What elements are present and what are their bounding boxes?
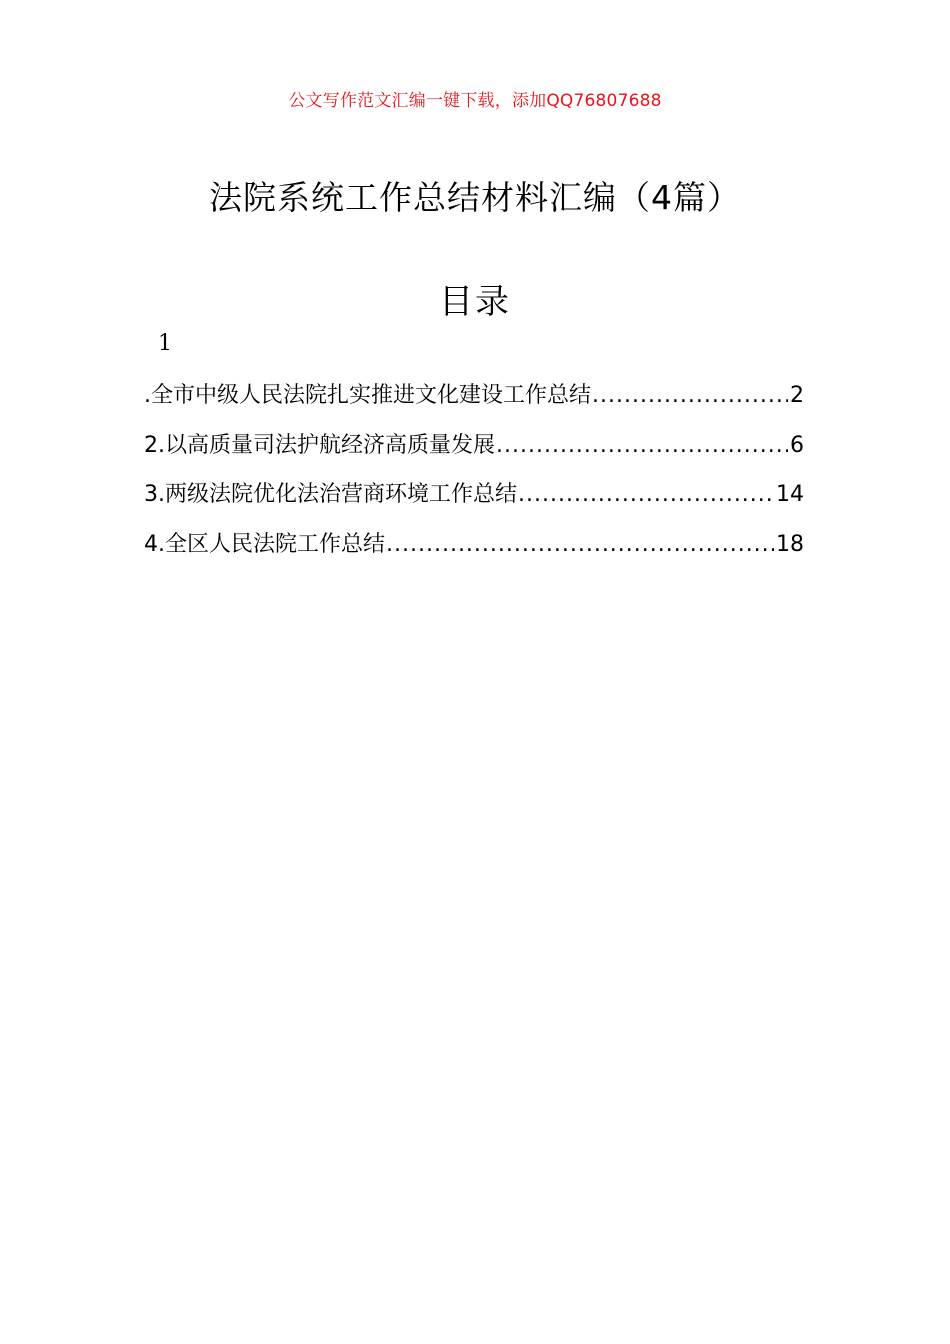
toc-entry-title: 3.两级法院优化法治营商环境工作总结 xyxy=(144,482,517,507)
table-of-contents xyxy=(144,378,804,576)
download-banner: 公文写作范文汇编一键下载，添加QQ76807688 xyxy=(288,91,662,111)
toc-entry-title: .全市中级人民法院扎实推进文化建设工作总结 xyxy=(144,383,591,408)
toc-page-number: 6 xyxy=(790,432,804,458)
toc-page-number: 18 xyxy=(776,531,804,557)
toc-entry[interactable] xyxy=(144,477,804,527)
list-number: 1 xyxy=(158,331,172,356)
toc-heading: 目录 xyxy=(439,282,511,322)
toc-entry[interactable] xyxy=(144,378,804,428)
dot-leader xyxy=(496,433,788,458)
toc-entry[interactable] xyxy=(144,428,804,478)
document-title: 法院系统工作总结材料汇编（4篇） xyxy=(209,178,741,217)
dot-leader xyxy=(386,532,774,557)
dot-leader xyxy=(518,482,774,507)
toc-entry[interactable] xyxy=(144,527,804,577)
toc-entry-title: 4.全区人民法院工作总结 xyxy=(144,531,385,557)
toc-entry-title: 2.以高质量司法护航经济高质量发展 xyxy=(144,432,495,458)
toc-page-number: 14 xyxy=(776,482,804,507)
dot-leader xyxy=(592,383,788,408)
toc-page-number: 2 xyxy=(790,383,804,408)
